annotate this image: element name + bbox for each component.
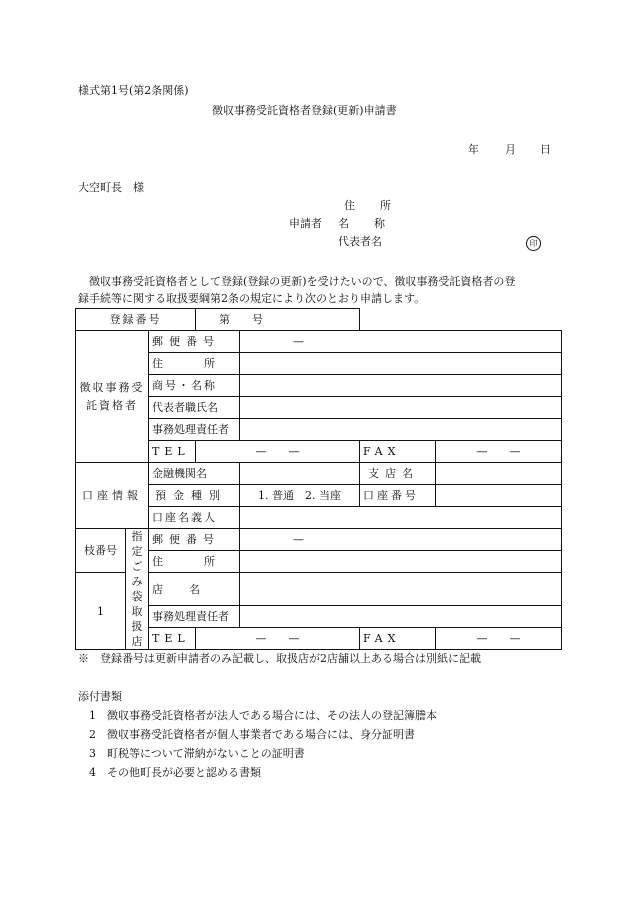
store-address-value-cell[interactable] <box>240 551 562 573</box>
branch-value-cell[interactable] <box>436 463 562 485</box>
table-row <box>76 441 562 463</box>
table-row <box>76 529 562 551</box>
applicant-address-label: 住 所 <box>344 199 392 212</box>
table-row <box>76 375 562 397</box>
table-row <box>76 397 562 419</box>
branch-no-value[interactable]: 1 <box>76 573 126 650</box>
table-row <box>76 485 562 507</box>
store-manager-value-cell[interactable] <box>240 606 562 628</box>
store-name-label: 店名 <box>149 573 240 606</box>
table-row <box>76 331 562 353</box>
store-postal-dash: — <box>293 533 304 546</box>
bank-value-cell[interactable] <box>240 463 360 485</box>
table-row <box>76 606 562 628</box>
branch-no-label: 枝番号 <box>76 529 126 573</box>
number-label: 第 号 <box>219 313 263 326</box>
blank-space <box>360 309 562 331</box>
reg-number-label: 登録番号 <box>76 309 196 331</box>
date-month-label: 月 <box>505 143 516 156</box>
rep-title-label: 代表者職氏名 <box>149 397 240 419</box>
rep-title-value-cell[interactable] <box>240 397 562 419</box>
store-tel-dashes: — — <box>255 632 300 645</box>
document-title: 徴収事務受託資格者登録(更新)申請書 <box>212 104 397 117</box>
designated-store-label: 指定ごみ袋取扱店 <box>131 530 143 648</box>
applicant-label: 申請者 <box>289 217 322 230</box>
account-holder-label: 口座名義人 <box>149 507 240 529</box>
designated-store-label-cell <box>126 529 149 650</box>
store-postal-value-cell[interactable] <box>240 529 562 551</box>
store-postal-label: 郵便番号 <box>149 529 240 551</box>
store-tel-value-cell[interactable] <box>196 628 360 650</box>
table-row <box>76 419 562 441</box>
postal-label: 郵便番号 <box>149 331 240 353</box>
address-label: 住 所 <box>149 353 240 375</box>
body-text-line1: 徴収事務受託資格者として登録(登録の更新)を受けたいので、徴収事務受託資格者の登 <box>89 275 516 288</box>
body-text-line2: 録手続等に関する取扱要綱第2条の規定により次のとおり申請します。 <box>78 292 426 305</box>
trade-name-label: 商号・名称 <box>149 375 240 397</box>
bank-label: 金融機関名 <box>149 463 240 485</box>
seal-stamp: 印 <box>526 236 541 251</box>
store-name-value-cell[interactable] <box>240 573 562 606</box>
manager-value-cell[interactable] <box>240 419 562 441</box>
footnote: ※ 登録番号は更新申請者のみ記載し、取扱店が2店舗以上ある場合は別紙に記載 <box>78 652 481 665</box>
store-fax-dashes: — — <box>476 632 521 645</box>
attachment-item: 2 徴収事務受託資格者が個人事業者である場合には、身分証明書 <box>89 728 415 741</box>
trade-name-value-cell[interactable] <box>240 375 562 397</box>
addressee: 大空町長 様 <box>78 181 144 194</box>
table-row <box>76 551 562 573</box>
account-number-label: 口座番号 <box>360 485 436 507</box>
attachment-item: 4 その他町長が必要と認める書類 <box>89 766 261 779</box>
store-address-label: 住 所 <box>149 551 240 573</box>
reg-number-cell[interactable] <box>196 309 360 331</box>
applicant-name-label: 名 称 <box>338 217 386 230</box>
table-row <box>76 507 562 529</box>
attachment-item: 3 町税等について滞納がないことの証明書 <box>89 747 305 760</box>
tel-value-cell[interactable] <box>196 441 360 463</box>
trustee-label-cell <box>76 331 149 463</box>
table-row <box>76 463 562 485</box>
attachment-item: 1 徴収事務受託資格者が法人である場合には、その法人の登記簿謄本 <box>89 709 437 722</box>
account-number-value-cell[interactable] <box>436 485 562 507</box>
address-value-cell[interactable] <box>240 353 562 375</box>
store-fax-label: FAX <box>360 628 436 650</box>
table-row <box>76 628 562 650</box>
branch-label: 支店名 <box>360 463 436 485</box>
date-day-label: 日 <box>540 143 551 156</box>
date-year-label: 年 <box>468 143 479 156</box>
table-row <box>76 353 562 375</box>
account-label: 口座情報 <box>76 463 149 529</box>
account-holder-value-cell[interactable] <box>240 507 562 529</box>
attachments-title: 添付書類 <box>78 690 122 703</box>
deposit-type-label: 預金種別 <box>149 485 240 507</box>
store-tel-label: TEL <box>149 628 196 650</box>
store-manager-label: 事務処理責任者 <box>149 606 240 628</box>
deposit-options[interactable]: 1. 普通 2. 当座 <box>240 485 360 507</box>
postal-value-cell[interactable] <box>240 331 562 353</box>
store-fax-value-cell[interactable] <box>436 628 562 650</box>
tel-label: TEL <box>149 441 196 463</box>
tel-dashes: — — <box>255 445 300 458</box>
fax-dashes: — — <box>476 445 521 458</box>
fax-label: FAX <box>360 441 436 463</box>
fax-value-cell[interactable] <box>436 441 562 463</box>
table-row <box>76 573 562 606</box>
postal-dash: — <box>293 335 304 348</box>
manager-label: 事務処理責任者 <box>149 419 240 441</box>
application-form-table <box>75 308 562 650</box>
applicant-representative-label: 代表者名 <box>338 235 382 248</box>
table-row <box>76 309 562 331</box>
trustee-label: 徴収事務受託資格者 <box>79 380 145 412</box>
form-number: 様式第1号(第2条関係) <box>78 84 189 97</box>
